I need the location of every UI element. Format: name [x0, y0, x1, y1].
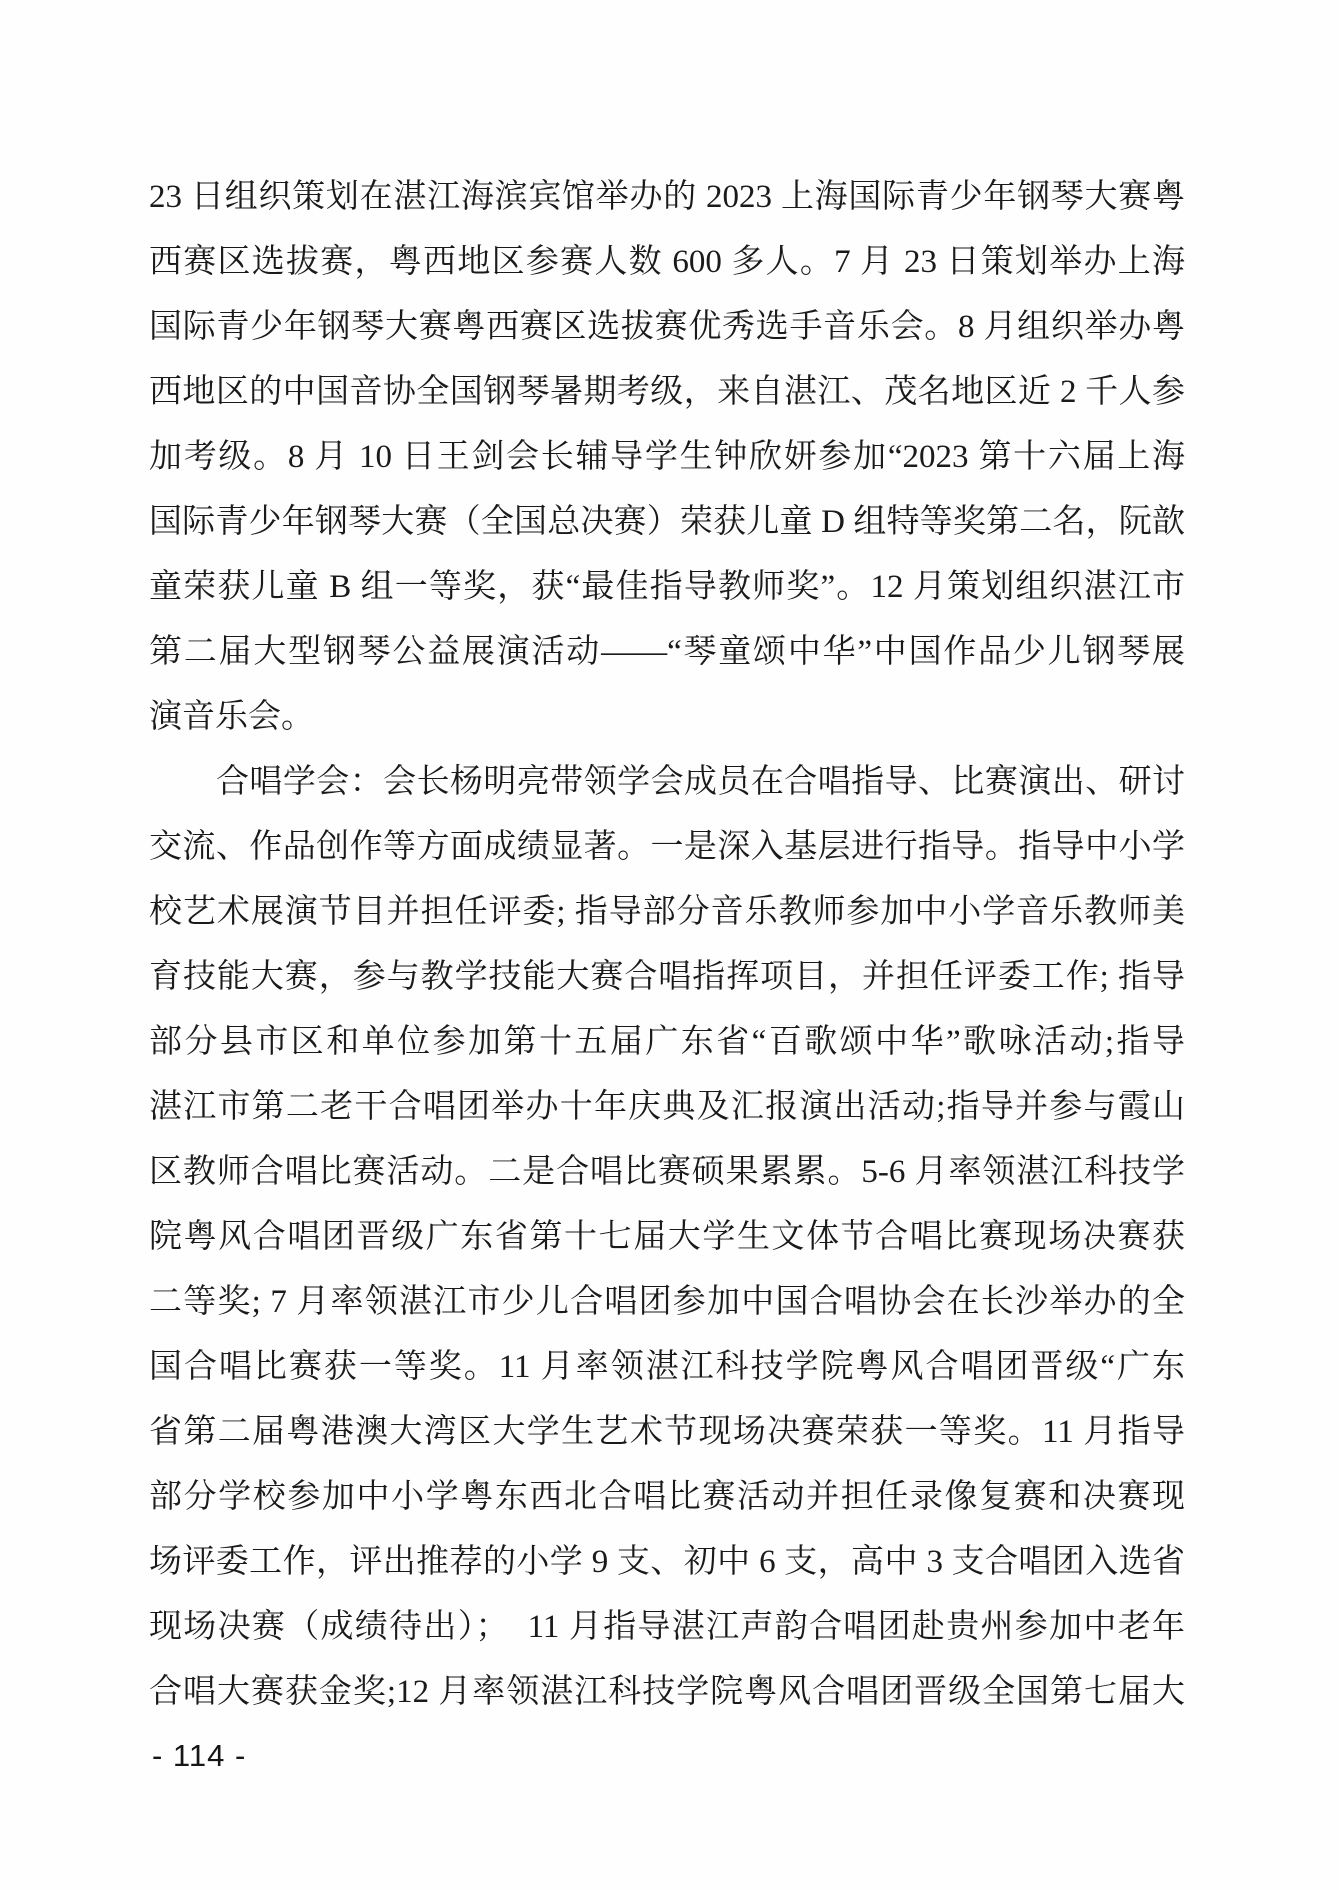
text-line: 部分学校参加中小学粤东西北合唱比赛活动并担任录像复赛和决赛现: [149, 1479, 1185, 1515]
text-line: 国际青少年钢琴大赛粤西赛区选拔赛优秀选手音乐会。8 月组织举办粤: [149, 309, 1185, 345]
text-line: 院粤风合唱团晋级广东省第十七届大学生文体节合唱比赛现场决赛获: [149, 1219, 1185, 1255]
text-line: 23 日组织策划在湛江海滨宾馆举办的 2023 上海国际青少年钢琴大赛粤: [149, 179, 1185, 215]
text-line: 部分县市区和单位参加第十五届广东省“百歌颂中华”歌咏活动;指导: [149, 1024, 1185, 1060]
text-line: 西赛区选拔赛，粤西地区参赛人数 600 多人。7 月 23 日策划举办上海: [149, 244, 1185, 280]
text-line: 加考级。8 月 10 日王剑会长辅导学生钟欣妍参加“2023 第十六届上海: [149, 439, 1185, 475]
text-line-paragraph-start: 合唱学会：会长杨明亮带领学会成员在合唱指导、比赛演出、研讨: [216, 764, 1185, 800]
text-line: 现场决赛（成绩待出）； 11 月指导湛江声韵合唱团赴贵州参加中老年: [149, 1609, 1185, 1645]
page-number: - 114 -: [152, 1738, 247, 1773]
text-line: 二等奖; 7 月率领湛江市少儿合唱团参加中国合唱协会在长沙举办的全: [149, 1284, 1185, 1320]
text-line: 交流、作品创作等方面成绩显著。一是深入基层进行指导。指导中小学: [149, 829, 1185, 865]
text-line: 合唱大赛获金奖;12 月率领湛江科技学院粤风合唱团晋级全国第七届大: [149, 1674, 1185, 1710]
text-line: 第二届大型钢琴公益展演活动——“琴童颂中华”中国作品少儿钢琴展: [149, 634, 1185, 670]
text-line: 国合唱比赛获一等奖。11 月率领湛江科技学院粤风合唱团晋级“广东: [149, 1349, 1185, 1385]
text-line: 校艺术展演节目并担任评委; 指导部分音乐教师参加中小学音乐教师美: [149, 894, 1185, 930]
text-line: 西地区的中国音协全国钢琴暑期考级，来自湛江、茂名地区近 2 千人参: [149, 374, 1185, 410]
text-line: 省第二届粤港澳大湾区大学生艺术节现场决赛荣获一等奖。11 月指导: [149, 1414, 1185, 1450]
text-line: 场评委工作，评出推荐的小学 9 支、初中 6 支，高中 3 支合唱团入选省: [149, 1544, 1185, 1580]
text-line: 童荣获儿童 B 组一等奖，获“最佳指导教师奖”。12 月策划组织湛江市: [149, 569, 1185, 605]
text-line: 湛江市第二老干合唱团举办十年庆典及汇报演出活动;指导并参与霞山: [149, 1089, 1185, 1125]
text-line: 育技能大赛，参与教学技能大赛合唱指挥项目，并担任评委工作; 指导: [149, 959, 1185, 995]
text-line: 国际青少年钢琴大赛（全国总决赛）荣获儿童 D 组特等奖第二名，阮歆: [149, 504, 1185, 540]
text-line: 区教师合唱比赛活动。二是合唱比赛硕果累累。5-6 月率领湛江科技学: [149, 1154, 1185, 1190]
page-text: [149, 165, 1185, 1725]
text-line: 演音乐会。: [149, 699, 314, 735]
